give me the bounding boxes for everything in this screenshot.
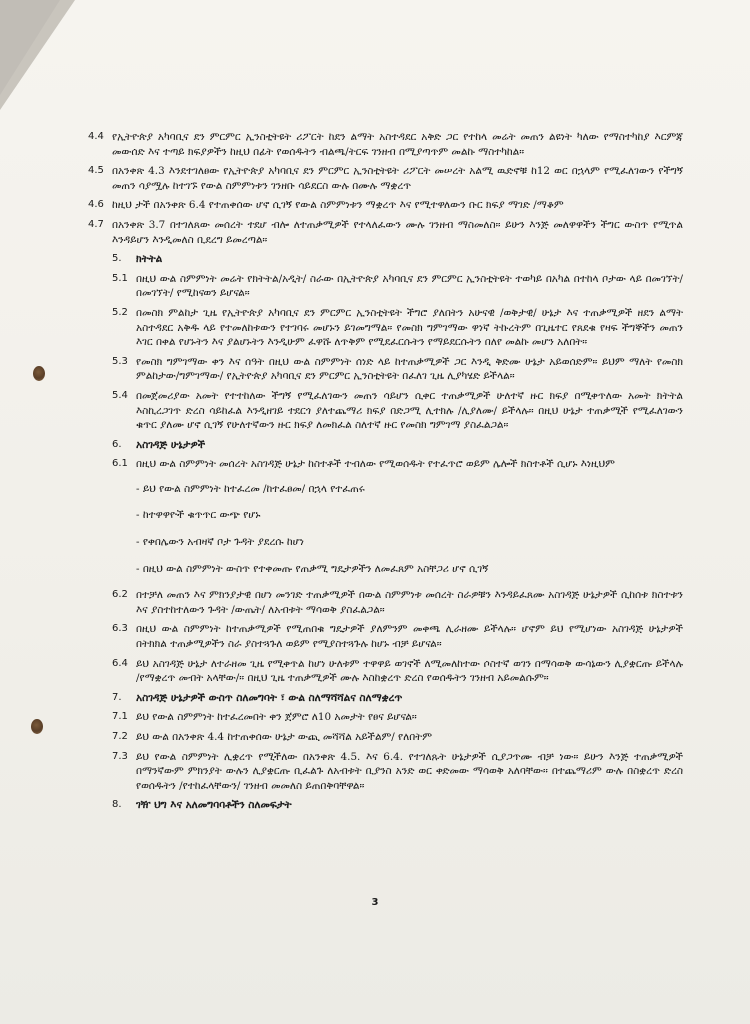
section-number: 5.	[112, 253, 122, 265]
clause-text: ይህ የውል ስምምነት ከተፈረመበት ቀን ጀምሮ ለ10 አመታት የፀና ይሆናል።	[136, 711, 417, 724]
clause-4-4	[88, 130, 683, 159]
clause-text: የመስክ ግምገማው ቀን እና ሰዓት በዚህ ውል ስምምነት ሰነድ ላይ ከተጠቃሚዎች ጋር እንዲ ቅድሙ ሁኔታ አይወሰድም። ይህም ማለት የመስክ ምልከታው/ግምገማው/ የኢትዮጵያ አካባቢና ደን ምርምር ኢንስቲትዩት በፈለገ ጊዜ ሊያካሄድ ይችላል።	[136, 355, 683, 383]
clause-text: በዚህ ውል ስምምነት መሬት የክትትል/አዲት/ ስራው በኢትዮጵያ አካባቢና ደን ምርምር ኢንስቲትዩት ተወካይ በአካል በተከላ ቦታው ላይ በመገኘት/በመገኘት/ የሚከናወን ይሆናል።	[136, 272, 683, 300]
section-number: 8.	[112, 799, 122, 811]
clause-number: 6.4	[112, 657, 128, 669]
clause-5-3	[88, 355, 683, 384]
clause-number: 5.1	[112, 272, 128, 284]
section-5-heading	[88, 252, 683, 267]
page-curl-shadow	[0, 0, 60, 95]
section-7-heading	[88, 691, 683, 706]
clause-4-7	[88, 218, 683, 247]
clause-text: በዚህ ውል ስምምነት ከተጠቃሚዎች የሚጠበቁ ግዴታዎች ያለምንም መቀጫ ሊራዘሙ ይችላሉ። ሆኖም ይህ የሚሆነው አስገዳጅ ሁኔታዎች በትክክል ተጠቃሚዎችን ስራ ያስተጓጉለ ወይም የሚያስተጓጉሉ ከሆኑ ብቻ ይሆናል።	[136, 623, 683, 651]
clause-7-1	[88, 710, 683, 725]
clause-number: 5.2	[112, 306, 128, 318]
punch-hole-top	[33, 366, 45, 381]
clause-7-2	[88, 730, 683, 745]
section-title: አስገዳጅ ሁኔታዎች ውስጥ ስለመግባት ፣ ውል ስለማሻሻልና ስለማቋረጥ	[136, 691, 403, 704]
bullet-item: - በዚህ ውል ስምምነት ውስጥ የተቀመጡ የጠቃሚ ግዴታዎችን ለመፈጸም አስቸጋሪ ሆኖ ሲገኝ	[136, 562, 489, 575]
section-title: ገዥ ህግ እና አለመግባባቶችን ስለመፍታት	[136, 799, 292, 812]
clause-text: በመስክ ምልከታ ጊዜ የኢትዮጵያ አካባቢና ደን ምርምር ኢንስቲትዩት ችግሮ ያለበትን አሁናዊ /ወቅታዊ/ ሁኔታ እና ተጠቃሚዎች ዘደን ልማት አስተዳደር አቅዱ ላይ የተመለከቱውን የተገባሩ መሆኑን ይገመግማል። የመስክ ግምገማው ዋነኛ ትኩረትም በጊዜተር የጸደቁ የዛፍ ችግኞችን መጠን እገር በቀል የሆኑትን እና ያልሆኑትን እንዲሁም ፈዋሹ ለጥቅም የሚደፈርሱትን የማይደርሱትን በለየ መልኩ መሆን አለበት።	[136, 306, 683, 349]
document-body	[88, 130, 683, 818]
clause-text: በተቻለ መጠን እና ምክንያታዊ በሆነ መንገድ ተጠቃሚዎች በውል ስምምነቱ መሰረት ስራዎቹን እንዳይፈጸሙ አስገዳጅ ሁኔታዎች ሲከሰቱ ክስተቱን እና ያስተከተለውን ጉዳት /ውጤት/ ለአብቱት ማሳወቅ ያስፈልጋል።	[136, 589, 683, 616]
clause-text: በአንቀጽ 3.7 በተገለጸው መሰረት ተደሆ ብሎ ለተጠቃሚዎች የተላለፈውን ሙሉ ገንዘብ ማስመለስ። ይሁን እንጅ መለዋዋችን ችግር ውስጥ የሚጥል እንዳይሆን እንዲመለስ ቢደረግ ይመረጣል።	[112, 218, 683, 246]
bullet-item: - የቀበሌውን አብዛኛ ቦታ ጉዳት ያደረሱ ከሆነ	[136, 536, 304, 549]
clause-number: 6.1	[112, 458, 128, 470]
clause-4-5	[88, 164, 683, 193]
section-title: ክትትል	[136, 253, 163, 266]
clause-number: 7.1	[112, 711, 128, 723]
section-8-heading	[88, 798, 683, 813]
clause-number: 6.3	[112, 623, 128, 635]
clause-number: 4.6	[88, 199, 104, 211]
clause-text: ይህ ውል በአንቀጽ 4.4 ከተጠቀሰው ሁኔታ ውጪ መሻሻል አይችልም/ የለበትም	[136, 731, 432, 743]
punch-hole-bottom	[31, 719, 43, 734]
clause-number: 7.3	[112, 750, 128, 762]
clause-number: 7.2	[112, 731, 128, 742]
clause-text: የኢትዮጵያ አካባቢና ደን ምርምር ኢንስቲትዩት ሪፖርት ከደን ልማት አስተዳደር አቅድ ጋር የተከላ መሬት መጠን ልዩነት ካለው የማስተካከያ እርምጃ መውሰድ እና ተጣይ ክፍያዎችን ከዚህ በፊት የወሰዱትን ብልጫ/ትርፍ ገንዘብ በሚያጣጥም መልኩ ማስተካከል።	[112, 131, 683, 158]
clause-5-1	[88, 272, 683, 301]
section-number: 7.	[112, 691, 122, 703]
clause-text: በዚህ ውል ስምምነት መሰረት አስገዳጅ ሁኔታ ከስተቶች ተብለው የሚወሰዱት የተፈጥሮ ወይም ሌሎች ክስተቶች ሲሆኑ እነዚህም	[136, 458, 615, 471]
clause-text: በአንቀጽ 4.3 እንደተገለፀው የኢትዮጵያ አካባቢና ደን ምርምር ኢንስቲትዩት ሪፖርት መሠረት አልሚ ዉድኖቹ ከ12 ወር በኋላም የሚፈለገውን የችግኝ መጠን ሳያሟሉ ከተገኙ የውል ስምምነቱን ገንዘቡ ሳይደርስ ውሉ በሙሉ ማቋረጥ	[112, 165, 683, 192]
bullet-item: - ይህ የውል ስምምነት ከተፈረመ /ከተፈፀመ/ በኋላ የተፈጠሩ	[136, 482, 365, 495]
clause-4-6	[88, 198, 683, 213]
clause-7-3	[88, 750, 683, 794]
clause-text: ይህ የውል ስምምነት ሊቋረጥ የሚችለው በአንቀጽ 4.5. እና 6.4. የተገለጹት ሁኔታዎች ሲያጋጥሙ ብቻ ነው። ይሁን እንጅ ተጠቃሚዎች በማንኛውም ምክንያት ውሉን ሊያቋርጡ ቢፈልጉ ለአብቱት ቢያንስ አንድ ወር ቀድመው ማሳወቅ አለባቸው። በተጨማሪም ውሉ በስቋረጥ ድረስ የወሰዱትን /የተከፈላቸውን/ ገንዘብ መመለስ ይጠበቅባቸዋል።	[136, 750, 683, 792]
bullet-item: - ከተዋዋዮች ቁጥጥር ውጭ የሆኑ	[136, 509, 261, 522]
clause-text: ይህ አስገዳጅ ሁኔታ ለተራዘመ ጊዜ የሚቀጥል ከሆነ ሁለቱም ተዋዋይ ወገኖች ለሚመለከተው ሶስተኛ ወገን በማሳወቅ ውሳኔውን ሊያቋርጡ ይችላሉ /የማቋረጥ መብት አላቸው/። በዚህ ጊዜ ተጠቃሚዎች ሙሉ እስከቋረጥ ድረስ የወሰዱትን ገንዘብ አይመልሱም።	[136, 657, 683, 685]
section-6-heading	[88, 438, 683, 453]
clause-6-3	[88, 622, 683, 651]
clause-number: 4.4	[88, 131, 104, 142]
clause-text: በመጀመሪያው አመት የተተከለው ችግኝ የሚፈለገውን መጠን ሳይሆን ሲቀር ተጠቃሚዎች ሁለተኛ ዙር ክፍያ በሚቀጥለው አመት ክትትል እስኪረጋገጥ ድረስ ሳይከፈል እንዲዘገይ ተደርጎ ያለተጨማሪ ክፍያ በድጋሚ ሊተክሉ /ሊያለሙ/ ይችላሉ። በዚህ ሁኔታ ተጠቃሚች የሚፈለገውን ቁጥር ያለሙ ሆኖ ሲገኝ የሁለተኛውን ዙር ክፍያ ለመክፈል ስለተኛ ዙር የመስክ ግምገማ ያስፈልጋል።	[136, 389, 683, 432]
clause-6-4	[88, 657, 683, 686]
section-number: 6.	[112, 438, 122, 450]
section-title: አስገዳጅ ሁኔታዎች	[136, 438, 206, 451]
clause-5-4	[88, 389, 683, 433]
clause-number: 6.2	[112, 589, 128, 601]
clause-number: 4.5	[88, 165, 104, 177]
clause-number: 4.7	[88, 218, 104, 230]
clause-6-1	[88, 457, 683, 472]
clause-6-2	[88, 588, 683, 617]
page-number: 3	[371, 897, 379, 908]
clause-text: ከዚህ ታች በአንቀጽ 6.4 የተጠቀሰው ሆኖ ሲገኝ የውል ስምምነቱን ማቋረጥ እና የሚተዋለውን ቡር ክፍያ ማገድ /ማቆም	[112, 199, 564, 212]
clause-5-2	[88, 306, 683, 350]
clause-number: 5.4	[112, 389, 128, 401]
clause-number: 5.3	[112, 355, 128, 367]
